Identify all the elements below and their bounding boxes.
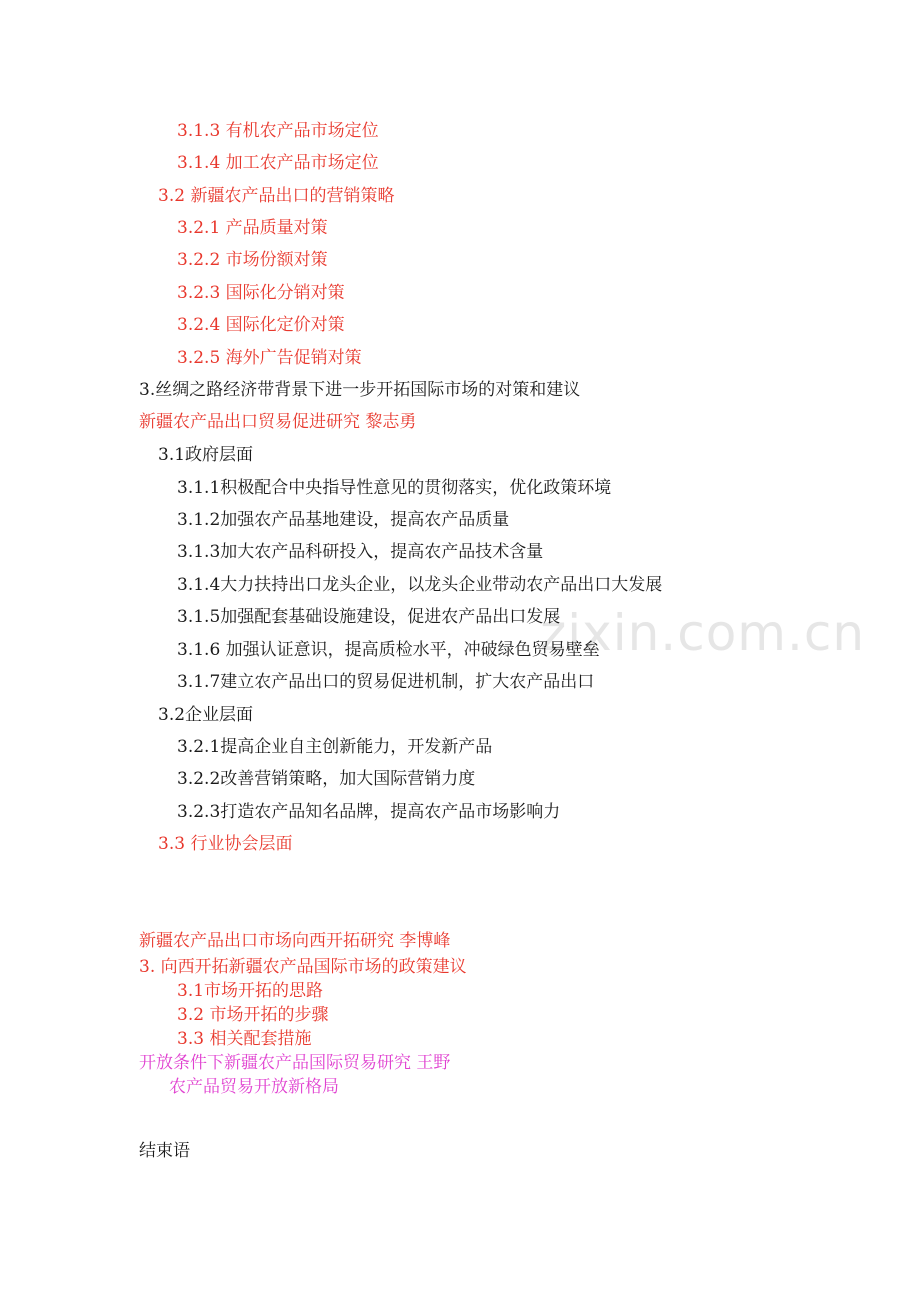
paper-title-li-zhiyong: 新疆农产品出口贸易促进研究 黎志勇 (139, 412, 417, 432)
watermark: zixin.com.cn (540, 604, 866, 662)
toc-entry-enterprise-level: 3.2企业层面 (158, 705, 254, 725)
toc-entry-gov-3-1-1: 3.1.1积极配合中央指导性意见的贯彻落实，优化政策环境 (177, 478, 612, 498)
section-heading-westward: 3. 向西开拓新疆农产品国际市场的政策建议 (139, 957, 467, 977)
toc-entry-gov-3-1-6: 3.1.6 加强认证意识，提高质检水平，冲破绿色贸易壁垒 (177, 640, 600, 660)
toc-entry-gov-3-1-5: 3.1.5加强配套基础设施建设，促进农产品出口发展 (177, 607, 561, 627)
toc-entry-3-2: 3.2 新疆农产品出口的营销策略 (158, 186, 395, 206)
toc-entry-3-2-1: 3.2.1 产品质量对策 (177, 218, 328, 238)
toc-entry-3-2-3: 3.2.3 国际化分销对策 (177, 283, 345, 303)
toc-entry-3-2-4: 3.2.4 国际化定价对策 (177, 315, 345, 335)
toc-entry-ent-3-2-3: 3.2.3打造农产品知名品牌，提高农产品市场影响力 (177, 802, 561, 822)
toc-entry-gov-level: 3.1政府层面 (158, 445, 254, 465)
toc-entry-gov-3-1-7: 3.1.7建立农产品出口的贸易促进机制，扩大农产品出口 (177, 672, 595, 692)
toc-entry-ent-3-2-1: 3.2.1提高企业自主创新能力，开发新产品 (177, 737, 493, 757)
toc-entry-gov-3-1-3: 3.1.3加大农产品科研投入，提高农产品技术含量 (177, 542, 544, 562)
toc-entry-3-2-5: 3.2.5 海外广告促销对策 (177, 348, 362, 368)
section-heading-silk-road: 3.丝绸之路经济带背景下进一步开拓国际市场的对策和建议 (139, 380, 581, 400)
toc-entry-gov-3-1-4: 3.1.4大力扶持出口龙头企业，以龙头企业带动农产品出口大发展 (177, 575, 663, 595)
toc-entry-open-pattern: 农产品贸易开放新格局 (169, 1077, 339, 1097)
toc-entry-3-1-3: 3.1.3 有机农产品市场定位 (177, 121, 379, 141)
toc-entry-west-3-1: 3.1市场开拓的思路 (177, 981, 324, 1001)
paper-title-li-bofeng: 新疆农产品出口市场向西开拓研究 李博峰 (139, 931, 451, 951)
toc-entry-west-3-3: 3.3 相关配套措施 (177, 1029, 312, 1049)
toc-entry-3-2-2: 3.2.2 市场份额对策 (177, 250, 328, 270)
conclusion-heading: 结束语 (139, 1141, 190, 1161)
toc-entry-gov-3-1-2: 3.1.2加强农产品基地建设，提高农产品质量 (177, 510, 510, 530)
toc-entry-west-3-2: 3.2 市场开拓的步骤 (177, 1005, 329, 1025)
toc-entry-ent-3-2-2: 3.2.2改善营销策略，加大国际营销力度 (177, 769, 476, 789)
toc-entry-3-1-4: 3.1.4 加工农产品市场定位 (177, 153, 379, 173)
paper-title-wang-ye: 开放条件下新疆农产品国际贸易研究 王野 (139, 1053, 451, 1073)
toc-entry-industry-level: 3.3 行业协会层面 (158, 834, 293, 854)
